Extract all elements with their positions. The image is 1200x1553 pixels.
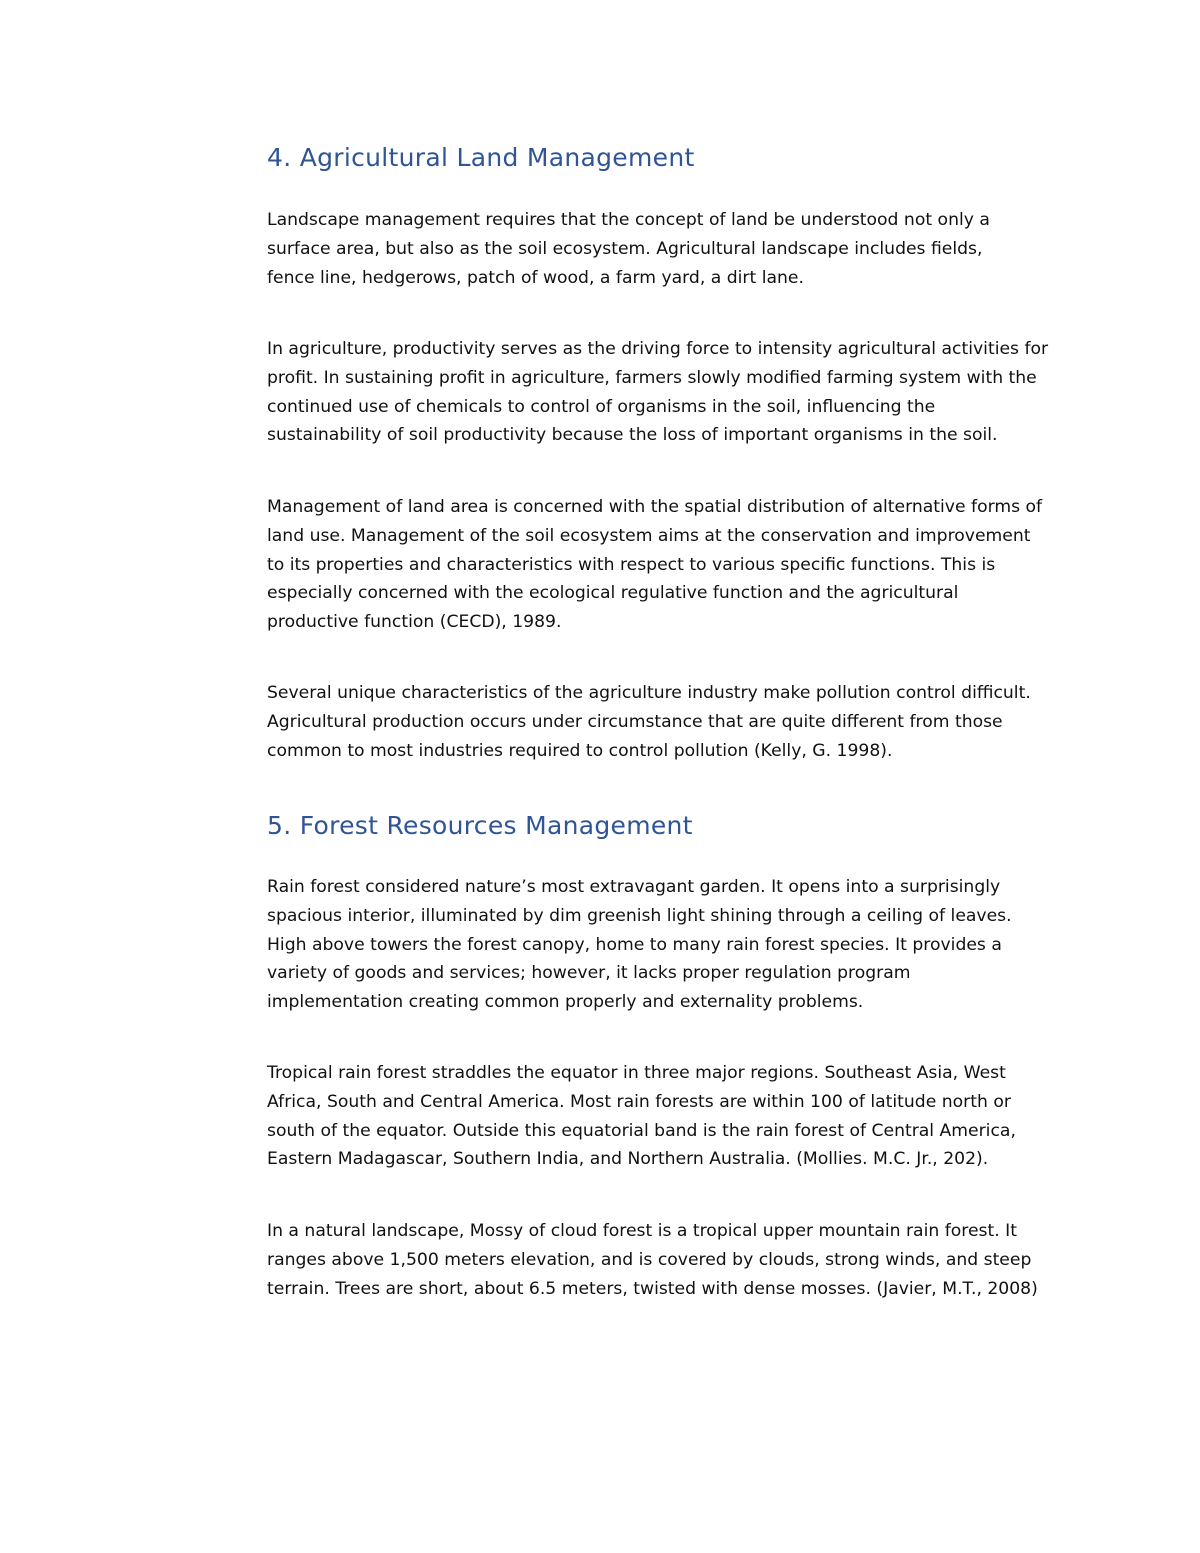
paragraph-rain-forest-garden: Rain forest considered nature’s most extravagant garden. It opens into a surprisingly spacious interior, illuminated by dim greenish light shining through a ceiling of leaves. High above towers the forest canopy, home to many rain forest species. It provides a variety of goods and services; however, it lacks proper regulation program implementation creating common properly and externality problems. (267, 877, 1012, 1013)
paragraph-pollution-control: Several unique characteristics of the agriculture industry make pollution control difficult. Agricultural production occurs under circumstance that are quite different from those common to most industries required to control pollution (Kelly, G. 1998). (267, 683, 1031, 761)
paragraph-land-area-management: Management of land area is concerned with the spatial distribution of alternative forms of land use. Management of the soil ecosystem aims at the conservation and improvement to its properties and characteristics with respect to various specific functions. This is especially concerned with the ecological regulative function and the agricultural productive function (CECD), 1989. (267, 497, 1043, 633)
section-heading-agricultural-land-management: 4. Agricultural Land Management (267, 143, 695, 172)
paragraph-productivity: In agriculture, productivity serves as the driving force to intensity agricultural activities for profit. In sustaining profit in agriculture, farmers slowly modified farming system with the continued use of chemicals to control of organisms in the soil, influencing the sustainability of soil productivity because the loss of important organisms in the soil. (267, 339, 1049, 446)
paragraph-cloud-forest: In a natural landscape, Mossy of cloud forest is a tropical upper mountain rain forest. It ranges above 1,500 meters elevation, and is covered by clouds, strong winds, and steep terrain. Trees are short, about 6.5 meters, twisted with dense mosses. (Javier, M.T., 2008) (267, 1221, 1038, 1299)
paragraph-landscape-management: Landscape management requires that the concept of land be understood not only a surface area, but also as the soil ecosystem. Agricultural landscape includes fields, fence line, hedgerows, patch of wood, a farm yard, a dirt lane. (267, 210, 990, 288)
paragraph-tropical-regions: Tropical rain forest straddles the equator in three major regions. Southeast Asia, West Africa, South and Central America. Most rain forests are within 100 of latitude north or south of the equator. Outside this equatorial band is the rain forest of Central America, Eastern Madagascar, Southern India, and Northern Australia. (Mollies. M.C. Jr., 202). (267, 1063, 1016, 1170)
section-heading-forest-resources-management: 5. Forest Resources Management (267, 811, 693, 840)
